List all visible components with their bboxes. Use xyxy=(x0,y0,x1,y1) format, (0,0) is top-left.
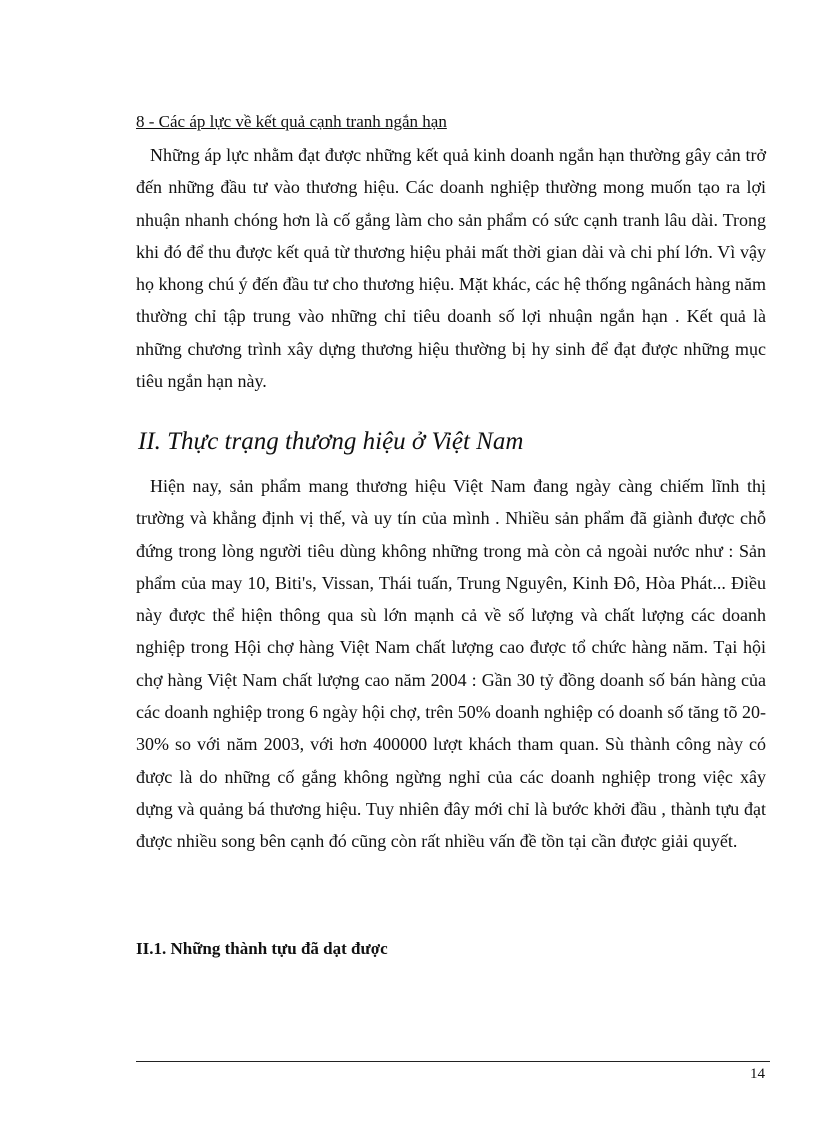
page-number: 14 xyxy=(750,1066,765,1082)
chapter-heading: II. Thực trạng thương hiệu ở Việt Nam xyxy=(138,428,524,455)
section-paragraph: Những áp lực nhằm đạt được những kết quả kinh doanh ngắn hạn thường gây cản trở đến những đầu tư vào thương hiệu. Các doanh nghiệp thường mong muốn tạo ra lợi nhuận nhanh chóng hơn là cố gắng làm cho sản phẩm có sức cạnh tranh lâu dài. Trong khi đó để thu được kết quả từ thương hiệu phải mất thời gian dài và chi phí lớn. Vì vậy họ khong chú ý đến đầu tư cho thương hiệu. Mặt khác, các hệ thống ngânách hàng năm thường chỉ tập trung vào những chỉ tiêu doanh số lợi nhuận ngắn hạn . Kết quả là những chương trình xây dựng thương hiệu thường bị hy sinh để đạt được những mục tiêu ngắn hạn này. xyxy=(136,145,766,392)
subsection-heading: II.1. Những thành tựu đã dạt được xyxy=(136,939,388,958)
chapter-paragraph: Hiện nay, sản phẩm mang thương hiệu Việt Nam đang ngày càng chiếm lĩnh thị trường và khẳng định vị thế, và uy tín của mình . Nhiều sản phẩm đã giành được chỗ đứng trong lòng người tiêu dùng không những trong mà còn cả ngoài nước như : Sản phẩm của may 10, Biti's, Vissan, Thái tuấn, Trung Nguyên, Kinh Đô, Hòa Phát... Điều này được thể hiện thông qua sù lớn mạnh cả về số lượng và chất lượng các doanh nghiệp trong Hội chợ hàng Việt Nam chất lượng cao được tổ chức hàng năm. Tại hội chợ hàng Việt Nam chất lượng cao năm 2004 : Gần 30 tỷ đồng doanh số bán hàng của các doanh nghiệp trong 6 ngày hội chợ, trên 50% doanh nghiệp có doanh số tăng tõ 20-30% so với năm 2003, với hơn 400000 lượt khách tham quan. Sù thành công này có được là do những cố gắng không ngừng nghỉ của các doanh nghiệp trong việc xây dựng và quảng bá thương hiệu. Tuy nhiên đây mới chỉ là bước khởi đầu , thành tựu đạt được nhiều song bên cạnh đó cũng còn rất nhiều vấn đề tồn tại cần được giải quyết. xyxy=(136,476,766,852)
section-heading: 8 - Các áp lực về kết quả cạnh tranh ngắn hạn xyxy=(136,112,447,131)
footer-divider xyxy=(136,1061,770,1062)
